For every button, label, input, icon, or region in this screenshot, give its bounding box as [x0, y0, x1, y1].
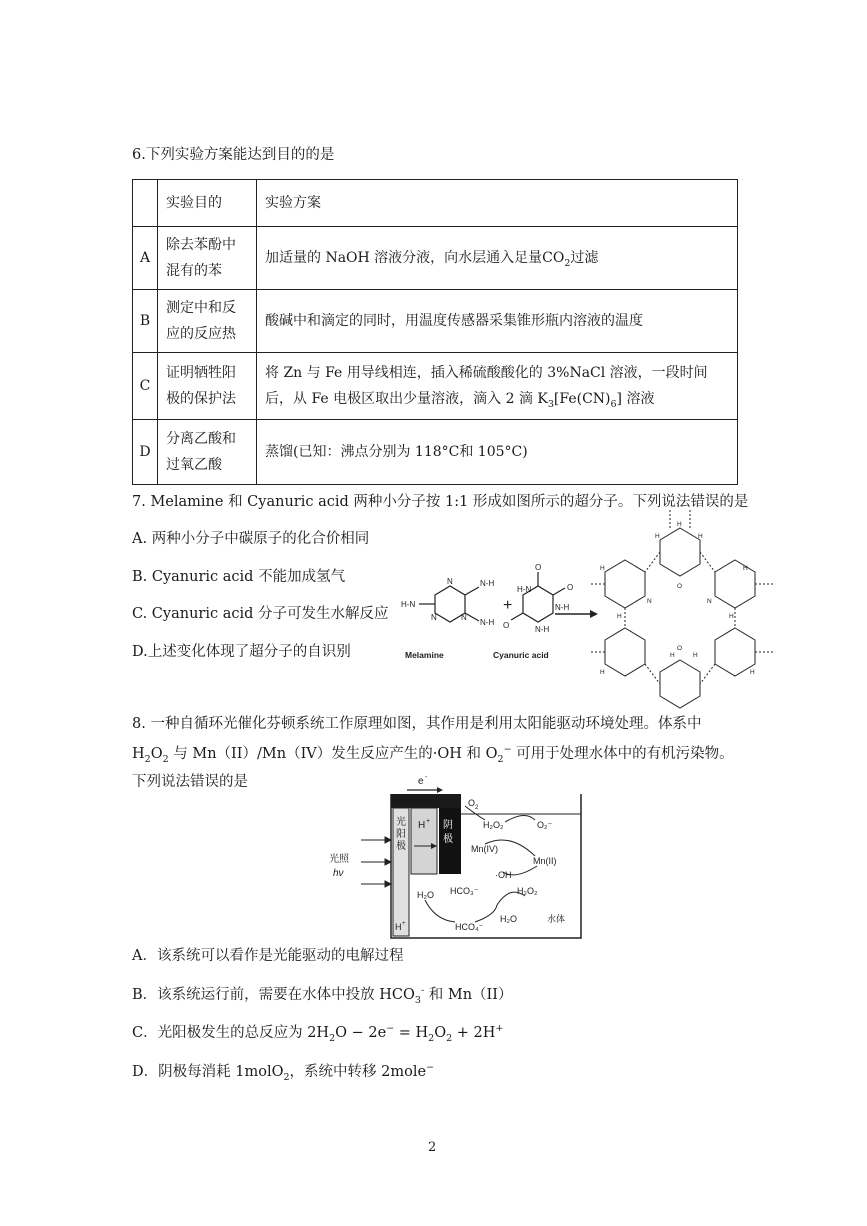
svg-text:H: H — [670, 652, 675, 659]
row-purpose — [158, 420, 257, 485]
text: = H — [394, 1025, 429, 1041]
svg-text:H: H — [743, 565, 748, 572]
svg-text:O: O — [567, 583, 574, 592]
cyanuric-label: Cyanuric acid — [493, 650, 549, 660]
table-header-cell: 实验目的 — [158, 180, 257, 227]
table-row — [133, 290, 738, 353]
svg-text:O: O — [677, 583, 683, 590]
sup: + — [495, 1023, 504, 1035]
electron-sup: - — [425, 774, 428, 781]
q7-option-b: B. Cyanuric acid 不能加成氢气 — [132, 569, 346, 585]
plan-sub: 3 — [547, 398, 554, 410]
hco4-label: HCO₄⁻ — [455, 922, 484, 932]
q8-line2 — [132, 742, 734, 763]
svg-text:H: H — [750, 669, 755, 676]
mn2-label: Mn(II) — [533, 856, 557, 866]
row-plan — [257, 227, 738, 290]
purpose-line: 测定中和反 — [166, 300, 236, 316]
plan-text: 过滤 — [570, 250, 599, 266]
text: 与 Mn（II）/Mn（IV）发生反应产生的·OH 和 O — [168, 746, 498, 762]
purpose-line: 极的保护法 — [166, 391, 236, 407]
o2minus-label: O₂⁻ — [537, 820, 553, 830]
q8-option-c — [132, 1021, 503, 1042]
sup: − — [503, 744, 512, 756]
row-purpose — [158, 353, 257, 420]
sub: 2 — [497, 753, 504, 765]
svg-text:N: N — [707, 598, 712, 605]
text: 和 Mn（II） — [424, 987, 513, 1003]
sub: 2 — [144, 753, 151, 765]
membrane — [411, 808, 437, 874]
q8-option-b — [132, 983, 513, 1004]
mn4-label: Mn(IV) — [471, 844, 498, 854]
h2o-label: H₂O — [417, 890, 434, 900]
plan-text: 后，从 Fe 电极区取出少量溶液，滴入 2 滴 K — [265, 391, 548, 407]
light-label: 光照 — [329, 854, 349, 865]
text: O − 2e — [335, 1025, 387, 1041]
row-plan: 蒸馏(已知：沸点分别为 118°C和 105°C) — [257, 420, 738, 485]
plan-text: ] 溶液 — [616, 391, 655, 407]
electron-label: e — [418, 776, 424, 787]
svg-text:H: H — [600, 565, 605, 572]
purpose-line: 混有的苯 — [166, 263, 222, 279]
sup: − — [426, 1062, 435, 1074]
supramolecule-network — [590, 510, 773, 708]
sub: 2 — [283, 1071, 290, 1083]
svg-text:H: H — [698, 533, 703, 540]
purpose-line: 证明牺牲阳 — [166, 365, 236, 381]
hv-label: hν — [333, 868, 344, 879]
anode-label: 极 — [396, 841, 406, 852]
melamine-label: Melamine — [405, 650, 444, 660]
o2-sub: 2 — [475, 805, 479, 811]
svg-text:N: N — [461, 613, 467, 622]
hplus-bottom-sup: + — [402, 921, 406, 927]
q6-table — [132, 179, 738, 485]
row-key: C — [133, 353, 158, 420]
text: + 2H — [452, 1025, 496, 1041]
purpose-line: 分离乙酸和 — [166, 431, 236, 447]
q6-title: 6.下列实验方案能达到目的的是 — [132, 147, 335, 163]
hplus-sup: + — [426, 818, 431, 825]
sup: - — [420, 985, 425, 997]
plan-line — [265, 386, 729, 412]
plan-text: [Fe(CN) — [553, 391, 611, 407]
svg-text:H: H — [617, 613, 622, 620]
plan-text: 加适量的 NaOH 溶液分液，向水层通入足量CO — [265, 250, 565, 266]
q7-option-a: A. 两种小分子中碳原子的化合价相同 — [132, 531, 370, 547]
photocatalysis-diagram — [325, 770, 590, 945]
svg-text:H-N: H-N — [517, 585, 532, 594]
svg-text:N: N — [647, 598, 652, 605]
svg-text:H: H — [600, 669, 605, 676]
row-key: B — [133, 290, 158, 353]
purpose-line: 过氧乙酸 — [166, 457, 222, 473]
text: O — [434, 1025, 447, 1041]
hplus-bottom: H — [395, 922, 402, 932]
oh-label: ·OH — [495, 870, 512, 880]
plus-sign: + — [503, 597, 513, 614]
svg-text:H: H — [729, 613, 734, 620]
table-row — [133, 353, 738, 420]
text: D．阴极每消耗 1molO — [132, 1064, 284, 1080]
text: H — [132, 746, 145, 762]
text: O — [150, 746, 163, 762]
h2o2-label: H₂O₂ — [483, 820, 504, 830]
q8-option-d — [132, 1060, 434, 1081]
row-plan: 酸碱中和滴定的同时，用温度传感器采集锥形瓶内溶液的温度 — [257, 290, 738, 353]
svg-text:O: O — [535, 563, 542, 572]
cathode-label: 极 — [443, 834, 453, 845]
o2-label: O — [468, 798, 476, 808]
page-number: 2 — [428, 1140, 437, 1155]
anode-label: 阳 — [396, 829, 406, 840]
svg-text:O: O — [503, 621, 510, 630]
anode-label: 光 — [396, 817, 406, 828]
sub: 2 — [162, 753, 169, 765]
svg-text:H: H — [677, 521, 682, 528]
q7-option-c: C. Cyanuric acid 分子可发生水解反应 — [132, 606, 389, 622]
row-purpose — [158, 227, 257, 290]
text: 可用于处理水体中的有机污染物。 — [511, 746, 734, 762]
row-plan — [257, 353, 738, 420]
purpose-line: 应的反应热 — [166, 326, 236, 342]
water-label: 水体 — [547, 914, 566, 924]
table-row — [133, 420, 738, 485]
circuit-bar — [391, 794, 461, 808]
table-row — [133, 227, 738, 290]
melamine-structure — [419, 586, 479, 622]
sub: 3 — [414, 994, 421, 1006]
svg-text:H: H — [693, 652, 698, 659]
text: ，系统中转移 2mole — [289, 1064, 427, 1080]
plan-line: 将 Zn 与 Fe 用导线相连，插入稀硫酸酸化的 3%NaCl 溶液，一段时间 — [265, 365, 708, 381]
plan-sub: 2 — [564, 257, 571, 269]
sub: 2 — [329, 1032, 336, 1044]
svg-text:H-N: H-N — [401, 600, 416, 609]
plan-sub: 6 — [610, 398, 617, 410]
svg-text:N: N — [431, 613, 437, 622]
q7-title: 7. Melamine 和 Cyanuric acid 两种小分子按 1:1 形成如图所示的超分子。下列说法错误的是 — [132, 494, 749, 510]
supramolecule-diagram — [395, 510, 785, 710]
sub: 2 — [446, 1032, 453, 1044]
table-header-row — [133, 180, 738, 227]
sub: 2 — [428, 1032, 435, 1044]
svg-text:N: N — [447, 577, 453, 586]
svg-text:O: O — [677, 645, 683, 652]
q8-line1: 8. 一种自循环光催化芬顿系统工作原理如图，其作用是利用太阳能驱动环境处理。体系中 — [132, 716, 702, 732]
svg-text:N-H: N-H — [555, 603, 570, 612]
row-key: A — [133, 227, 158, 290]
q8-line3: 下列说法错误的是 — [132, 774, 248, 790]
q7-option-d: D.上述变化体现了超分子的自识别 — [132, 644, 351, 660]
svg-text:N-H: N-H — [480, 618, 495, 627]
svg-text:H: H — [655, 533, 660, 540]
h2ob-label: H₂O — [500, 914, 517, 924]
table-header-cell — [133, 180, 158, 227]
sup: − — [386, 1023, 395, 1035]
row-key: D — [133, 420, 158, 485]
q8-option-a: A．该系统可以看作是光能驱动的电解过程 — [132, 948, 404, 964]
text: C．光阳极发生的总反应为 2H — [132, 1025, 330, 1041]
hco3-label: HCO₃⁻ — [450, 886, 479, 896]
hplus-label: H — [418, 820, 426, 831]
h2o2b-label: H₂O₂ — [517, 886, 538, 896]
table-header-cell: 实验方案 — [257, 180, 738, 227]
row-purpose — [158, 290, 257, 353]
text: B．该系统运行前，需要在水体中投放 HCO — [132, 987, 415, 1003]
cathode-label: 阴 — [443, 820, 453, 831]
svg-text:N-H: N-H — [535, 625, 550, 634]
purpose-line: 除去苯酚中 — [166, 237, 236, 253]
svg-text:N-H: N-H — [480, 579, 495, 588]
